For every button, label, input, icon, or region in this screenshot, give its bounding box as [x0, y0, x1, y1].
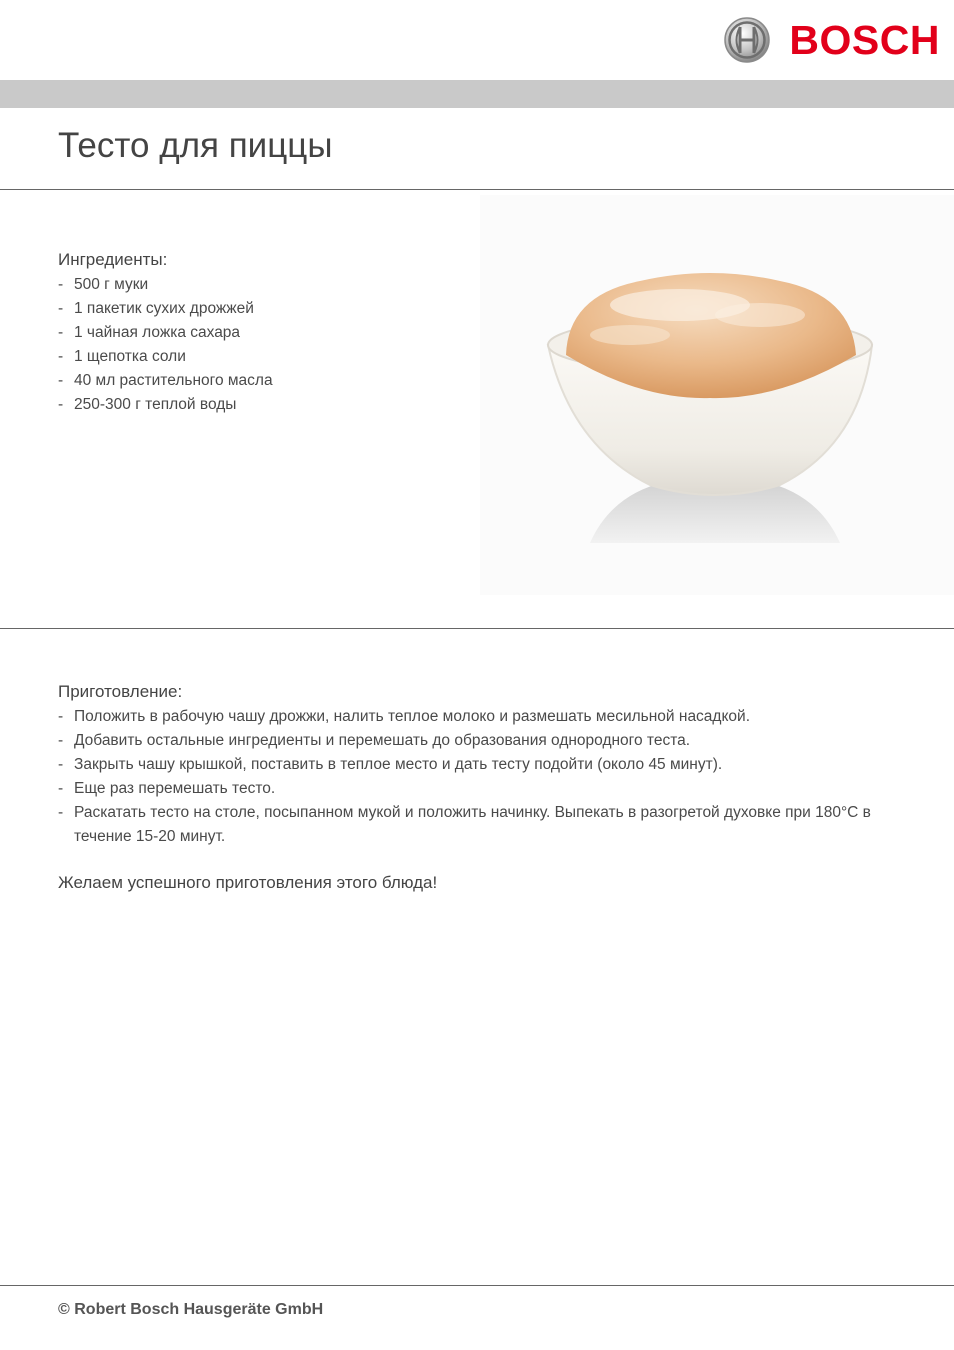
bosch-armature-logo-icon: [723, 16, 771, 64]
step-text: Закрыть чашу крышкой, поставить в теплое место и дать тесту подойти (около 45 минут).: [74, 756, 723, 773]
step-item: [58, 705, 908, 729]
page-header: [0, 0, 954, 80]
ingredient-text: 1 чайная ложка сахара: [74, 324, 241, 341]
ingredients-list: [58, 273, 273, 417]
step-text: Добавить остальные ингредиенты и перемешать до образования однородного теста.: [74, 732, 691, 749]
copyright-footer: © Robert Bosch Hausgeräte GmbH: [58, 1301, 324, 1318]
preparation-steps: [58, 705, 908, 849]
step-text: Еще раз перемешать тесто.: [74, 780, 276, 797]
footer-divider: [0, 1285, 954, 1286]
bullet: -: [58, 372, 64, 389]
bullet: -: [58, 396, 64, 413]
list-item: [58, 273, 273, 297]
closing-note: Желаем успешного приготовления этого блюда!: [58, 873, 438, 892]
step-item: [58, 777, 908, 801]
list-item: [58, 369, 273, 393]
list-item: [58, 297, 273, 321]
bullet: -: [58, 708, 64, 725]
bullet: -: [58, 804, 64, 821]
brand-wordmark: BOSCH: [789, 17, 940, 63]
bullet: -: [58, 732, 64, 749]
bullet: -: [58, 780, 64, 797]
step-text: Раскатать тесто на столе, посыпанном мукой и положить начинку. Выпекать в разогретой духовке при 180°C в течение 15-20 минут.: [74, 804, 871, 845]
step-text: Положить в рабочую чашу дрожжи, налить теплое молоко и размешать месильной насадкой.: [74, 708, 751, 725]
bullet: -: [58, 276, 64, 293]
ingredient-text: 1 пакетик сухих дрожжей: [74, 300, 254, 317]
step-item: [58, 753, 908, 777]
list-item: [58, 345, 273, 369]
preparation-heading: Приготовление:: [58, 682, 183, 701]
list-item: [58, 321, 273, 345]
bullet: -: [58, 300, 64, 317]
list-item: [58, 393, 273, 417]
bullet: -: [58, 324, 64, 341]
ingredient-text: 500 г муки: [74, 276, 149, 293]
step-item: [58, 801, 908, 849]
header-band: [0, 80, 954, 108]
ingredient-text: 250-300 г теплой воды: [74, 396, 237, 413]
ingredient-text: 40 мл растительного масла: [74, 372, 273, 389]
ingredients-heading: Ингредиенты:: [58, 250, 168, 269]
divider: [0, 189, 954, 190]
divider: [0, 628, 954, 629]
bosch-logo: [723, 14, 940, 66]
ingredient-text: 1 щепотка соли: [74, 348, 186, 365]
bullet: -: [58, 348, 64, 365]
step-item: [58, 729, 908, 753]
page-title: Тесто для пиццы: [58, 126, 333, 165]
dough-in-bowl-photo: [480, 195, 954, 595]
bullet: -: [58, 756, 64, 773]
